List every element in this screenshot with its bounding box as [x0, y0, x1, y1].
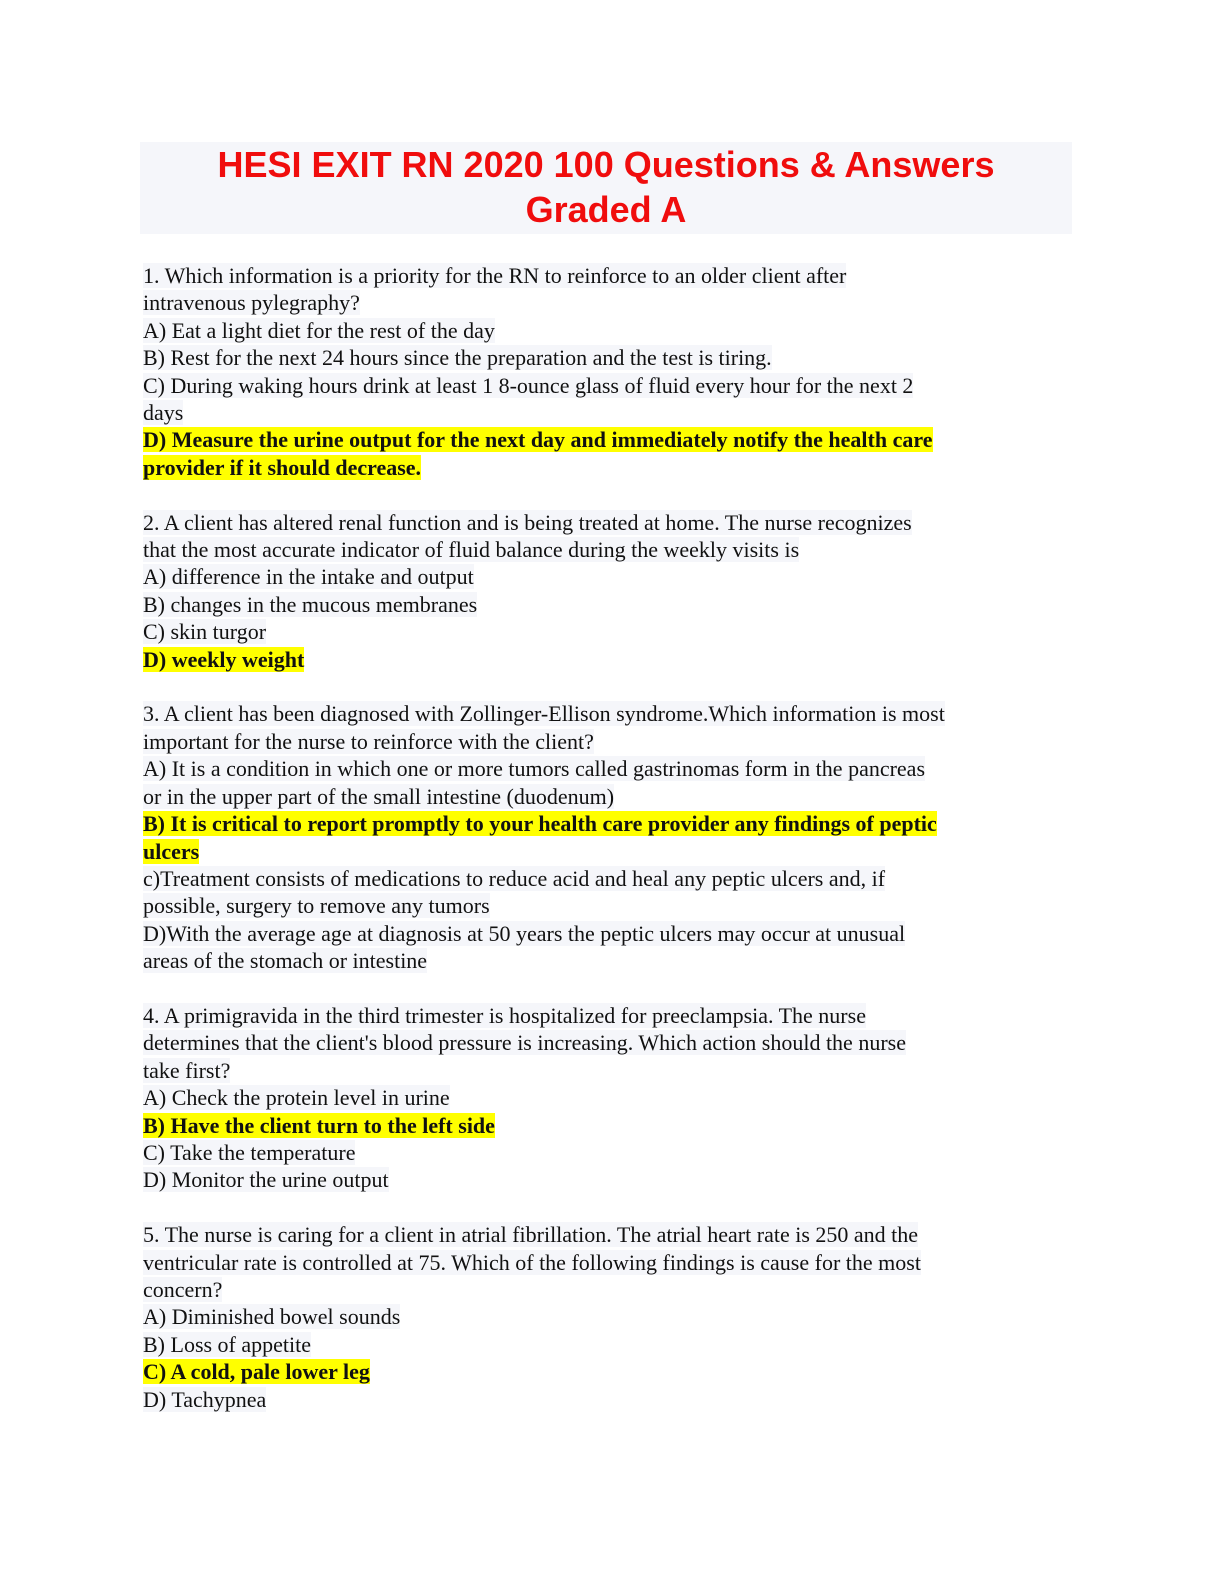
question-5 [143, 1221, 1043, 1413]
question-line [143, 563, 1043, 590]
line-text: A) difference in the intake and output [143, 564, 474, 590]
correct-answer-line [143, 426, 1043, 453]
line-text: A) Eat a light diet for the rest of the day [143, 317, 495, 343]
question-line [143, 1002, 1043, 1029]
line-text: C) During waking hours drink at least 1 8-ounce glass of fluid every hour for the next 2 [143, 372, 914, 398]
question-line [143, 262, 1043, 289]
question-line [143, 865, 1043, 892]
line-text: D) Measure the urine output for the next day and immediately notify the health care [143, 427, 933, 453]
question-line [143, 1276, 1043, 1303]
line-text: areas of the stomach or intestine [143, 948, 428, 974]
question-line [143, 591, 1043, 618]
line-text: c)Treatment consists of medications to reduce acid and heal any peptic ulcers and, if [143, 865, 886, 891]
question-line [143, 1029, 1043, 1056]
line-text: A) Diminished bowel sounds [143, 1304, 401, 1330]
title-line-1: HESI EXIT RN 2020 100 Questions & Answers [217, 144, 995, 185]
question-4 [143, 1002, 1043, 1194]
line-text: D)With the average age at diagnosis at 50 years the peptic ulcers may occur at unusual [143, 920, 906, 946]
correct-answer-line [143, 1358, 1043, 1385]
question-line [143, 1303, 1043, 1330]
line-text: A) It is a condition in which one or more tumors called gastrinomas form in the pancreas [143, 756, 926, 782]
line-text: B) Loss of appetite [143, 1331, 312, 1357]
title-line-2: Graded A [525, 189, 687, 230]
question-3 [143, 700, 1043, 974]
line-text: B) Have the client turn to the left side [143, 1112, 495, 1138]
question-2 [143, 509, 1043, 673]
document-title [140, 142, 1072, 234]
question-line [143, 536, 1043, 563]
line-text: B) changes in the mucous membranes [143, 591, 478, 617]
line-text: B) Rest for the next 24 hours since the preparation and the test is tiring. [143, 345, 772, 371]
question-line [143, 1084, 1043, 1111]
correct-answer-line [143, 646, 1043, 673]
question-line [143, 1221, 1043, 1248]
line-text: days [143, 400, 184, 426]
line-text: 3. A client has been diagnosed with Zollinger-Ellison syndrome.Which information is most [143, 701, 945, 727]
line-text: provider if it should decrease. [143, 454, 422, 480]
line-text: 1. Which information is a priority for the RN to reinforce to an older client after [143, 263, 847, 288]
question-line [143, 783, 1043, 810]
question-line [143, 892, 1043, 919]
line-text: C) A cold, pale lower leg [143, 1359, 370, 1385]
question-line [143, 344, 1043, 371]
line-text: ventricular rate is controlled at 75. Which of the following findings is cause for the most [143, 1249, 921, 1275]
line-text: 5. The nurse is caring for a client in atrial fibrillation. The atrial heart rate is 250 and the [143, 1222, 919, 1248]
line-text: B) It is critical to report promptly to your health care provider any findings of peptic [143, 811, 937, 837]
question-line [143, 920, 1043, 947]
question-line [143, 755, 1043, 782]
question-line [143, 1331, 1043, 1358]
question-line [143, 1057, 1043, 1084]
question-line [143, 618, 1043, 645]
question-line [143, 317, 1043, 344]
line-text: D) weekly weight [143, 646, 305, 672]
line-text: possible, surgery to remove any tumors [143, 893, 490, 919]
questions-list [143, 262, 1043, 1440]
question-line [143, 1249, 1043, 1276]
line-text: C) Take the temperature [143, 1139, 356, 1165]
question-line [143, 509, 1043, 536]
line-text: 4. A primigravida in the third trimester is hospitalized for preeclampsia. The nurse [143, 1002, 866, 1028]
question-line [143, 399, 1043, 426]
question-line [143, 728, 1043, 755]
line-text: important for the nurse to reinforce with the client? [143, 728, 594, 754]
question-line [143, 947, 1043, 974]
correct-answer-line [143, 810, 1043, 837]
line-text: C) skin turgor [143, 619, 267, 645]
line-text: intravenous pylegraphy? [143, 290, 360, 316]
correct-answer-line [143, 1112, 1043, 1139]
question-line [143, 1166, 1043, 1193]
question-1 [143, 262, 1043, 481]
line-text: or in the upper part of the small intestine (duodenum) [143, 783, 615, 809]
line-text: D) Monitor the urine output [143, 1167, 389, 1193]
line-text: 2. A client has altered renal function and is being treated at home. The nurse recognizes [143, 509, 912, 535]
question-line [143, 372, 1043, 399]
line-text: that the most accurate indicator of fluid balance during the weekly visits is [143, 537, 800, 563]
line-text: ulcers [143, 838, 200, 864]
line-text: D) Tachypnea [143, 1386, 267, 1412]
line-text: take first? [143, 1057, 231, 1083]
line-text: concern? [143, 1276, 223, 1302]
correct-answer-line [143, 454, 1043, 481]
correct-answer-line [143, 838, 1043, 865]
question-line [143, 1139, 1043, 1166]
line-text: A) Check the protein level in urine [143, 1085, 450, 1111]
question-line [143, 1386, 1043, 1413]
question-line [143, 289, 1043, 316]
line-text: determines that the client's blood pressure is increasing. Which action should the nurse [143, 1030, 906, 1056]
question-line [143, 700, 1043, 727]
